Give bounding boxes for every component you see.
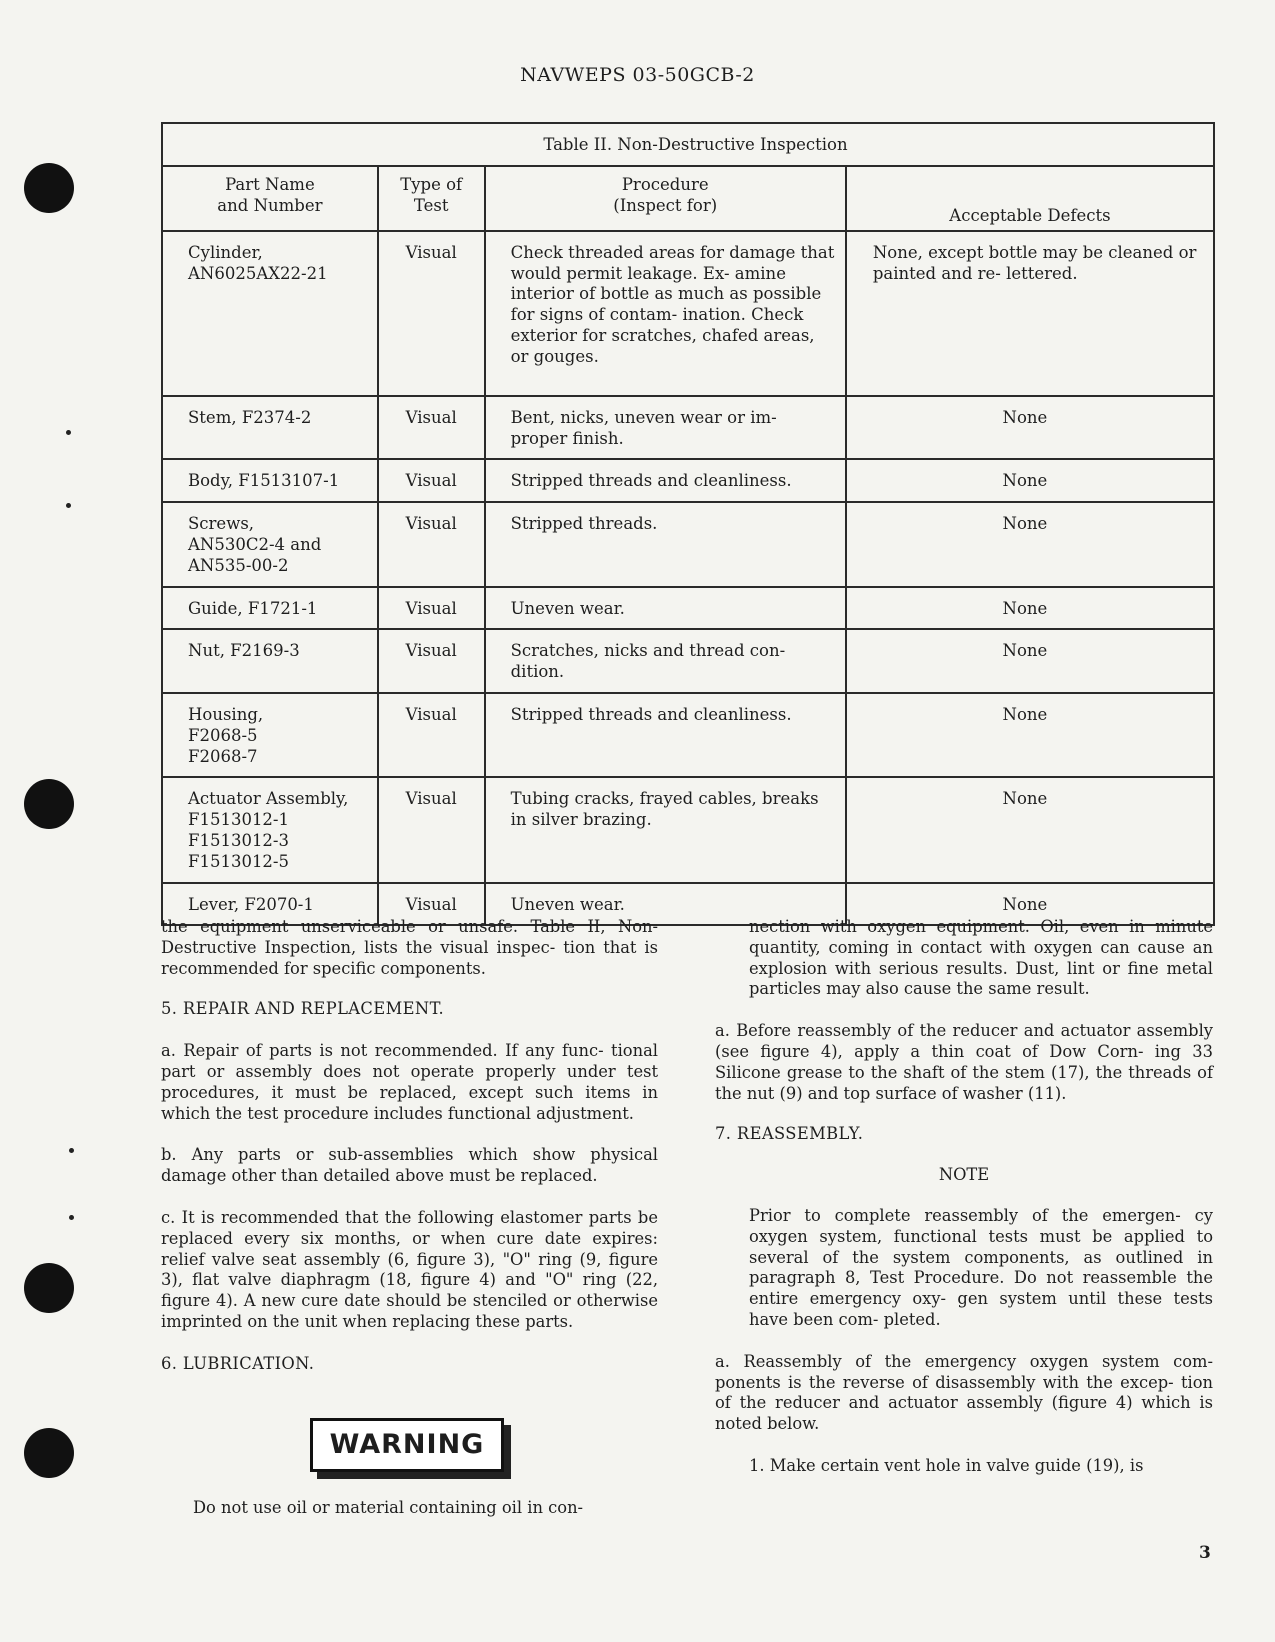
- right-text-column: [715, 917, 1213, 1477]
- acceptable-cell: None: [846, 459, 1214, 502]
- table-caption: Table II. Non-Destructive Inspection: [162, 123, 1214, 166]
- procedure-cell: Tubing cracks, frayed cables, breaks in silver brazing.: [485, 777, 846, 882]
- part-cell: Guide, F1721-1: [162, 587, 378, 630]
- part-cell: Housing, F2068-5 F2068-7: [162, 693, 378, 777]
- procedure-cell: Bent, nicks, uneven wear or im- proper finish.: [485, 396, 846, 460]
- column-header-part: Part Name and Number: [162, 166, 378, 231]
- type-cell: Visual: [378, 629, 485, 693]
- table-row: [162, 693, 1214, 777]
- warning-text: Do not use oil or material containing oil in con-: [193, 1498, 584, 1517]
- procedure-cell: Stripped threads and cleanliness.: [485, 693, 846, 777]
- part-cell: Stem, F2374-2: [162, 396, 378, 460]
- page-speck: [69, 1215, 74, 1220]
- warning-label: WARNING: [310, 1418, 504, 1472]
- type-cell: Visual: [378, 396, 485, 460]
- repair-paragraph-c: c. It is recommended that the following elastomer parts be replaced every six months, or when cure date expires: relief valve seat assembly (6, figure 3), "O" ring (9, figure 3), flat valve diaphragm (18, figure 4) and "O" ring (22, figure 4). A new cure date should be stenciled or otherwise imprinted on the unit when replacing these parts.: [161, 1207, 658, 1331]
- table-row: [162, 396, 1214, 460]
- column-header-acceptable: Acceptable Defects: [846, 166, 1214, 231]
- page-speck: [69, 1148, 74, 1153]
- column-header-type: Type of Test: [378, 166, 485, 231]
- procedure-cell: Uneven wear.: [485, 587, 846, 630]
- part-cell: Cylinder, AN6025AX22-21: [162, 231, 378, 396]
- procedure-cell: Stripped threads and cleanliness.: [485, 459, 846, 502]
- type-cell: Visual: [378, 777, 485, 882]
- acceptable-cell: None: [846, 587, 1214, 630]
- table-row: [162, 777, 1214, 882]
- binder-hole-top: [24, 163, 74, 213]
- type-cell: Visual: [378, 502, 485, 586]
- acceptable-cell: None: [846, 396, 1214, 460]
- procedure-cell: Scratches, nicks and thread con- dition.: [485, 629, 846, 693]
- type-cell: Visual: [378, 693, 485, 777]
- acceptable-cell: None: [846, 883, 1214, 926]
- part-cell: Lever, F2070-1: [162, 883, 378, 926]
- table-row: [162, 629, 1214, 693]
- procedure-cell: Uneven wear.: [485, 883, 846, 926]
- page-speck: [66, 430, 71, 435]
- type-cell: Visual: [378, 587, 485, 630]
- acceptable-cell: None: [846, 693, 1214, 777]
- section-7-heading: 7. REASSEMBLY.: [715, 1124, 864, 1144]
- column-header-procedure: Procedure (Inspect for): [485, 166, 846, 231]
- page-number: 3: [1199, 1543, 1211, 1563]
- type-cell: Visual: [378, 231, 485, 396]
- part-cell: Screws, AN530C2-4 and AN535-00-2: [162, 502, 378, 586]
- part-cell: Actuator Assembly, F1513012-1 F1513012-3 F1513012-5: [162, 777, 378, 882]
- repair-paragraph-b: b. Any parts or sub-assemblies which show physical damage other than detailed above must be replaced.: [161, 1145, 658, 1186]
- binder-hole-bottom: [24, 1428, 74, 1478]
- binder-hole-middle: [24, 779, 74, 829]
- type-cell: Visual: [378, 459, 485, 502]
- warning-continuation: nection with oxygen equipment. Oil, even in minute quantity, coming in contact with oxygen can cause an explosion with serious results. Dust, lint or fine metal particles may also cause the same result.: [749, 917, 1213, 999]
- section-5-heading: 5. REPAIR AND REPLACEMENT.: [161, 999, 445, 1019]
- binder-hole-lower: [24, 1263, 74, 1313]
- part-cell: Nut, F2169-3: [162, 629, 378, 693]
- acceptable-cell: None: [846, 502, 1214, 586]
- acceptable-cell: None: [846, 629, 1214, 693]
- left-text-column: [161, 917, 658, 1375]
- table-row: [162, 587, 1214, 630]
- type-cell: Visual: [378, 883, 485, 926]
- note-title: NOTE: [938, 1165, 990, 1185]
- table-row: [162, 231, 1214, 396]
- acceptable-cell: None: [846, 777, 1214, 882]
- reassembly-paragraph-a: a. Reassembly of the emergency oxygen system com- ponents is the reverse of disassembly with the excep- tion of the reducer and actuator assembly (figure 4) which is noted below.: [715, 1351, 1213, 1434]
- part-cell: Body, F1513107-1: [162, 459, 378, 502]
- procedure-cell: Stripped threads.: [485, 502, 846, 586]
- note-text: Prior to complete reassembly of the emergen- cy oxygen system, functional tests must be applied to several of the system components, as outlined in paragraph 8, Test Procedure. Do not reassemble the entire emergency oxy- gen system until these tests have been com- pleted.: [749, 1205, 1213, 1329]
- section-6-heading: 6. LUBRICATION.: [161, 1353, 315, 1373]
- repair-paragraph-a: a. Repair of parts is not recommended. If any func- tional part or assembly does not operate properly under test procedures, it must be replaced, except such items in which the test procedure includes functional adjustment.: [161, 1041, 658, 1123]
- intro-paragraph: the equipment unserviceable or unsafe. Table II, Non-Destructive Inspection, lists the visual inspec- tion that is recommended for specific components.: [161, 917, 658, 978]
- document-number: NAVWEPS 03-50GCB-2: [520, 64, 755, 86]
- page-speck: [66, 503, 71, 508]
- table-row: [162, 459, 1214, 502]
- acceptable-cell: None, except bottle may be cleaned or painted and re- lettered.: [846, 231, 1214, 396]
- inspection-table: [161, 122, 1215, 926]
- reassembly-step-1: 1. Make certain vent hole in valve guide (19), is: [749, 1455, 1144, 1475]
- lubrication-paragraph-a: a. Before reassembly of the reducer and actuator assembly (see figure 4), apply a thin coat of Dow Corn- ing 33 Silicone grease to the shaft of the stem (17), the threads of the nut (9) and top surface of washer (11).: [715, 1021, 1213, 1103]
- table-row: [162, 502, 1214, 586]
- procedure-cell: Check threaded areas for damage that would permit leakage. Ex- amine interior of bottle as much as possible for signs of contam- ination. Check exterior for scratches, chafed areas, or gouges.: [485, 231, 846, 396]
